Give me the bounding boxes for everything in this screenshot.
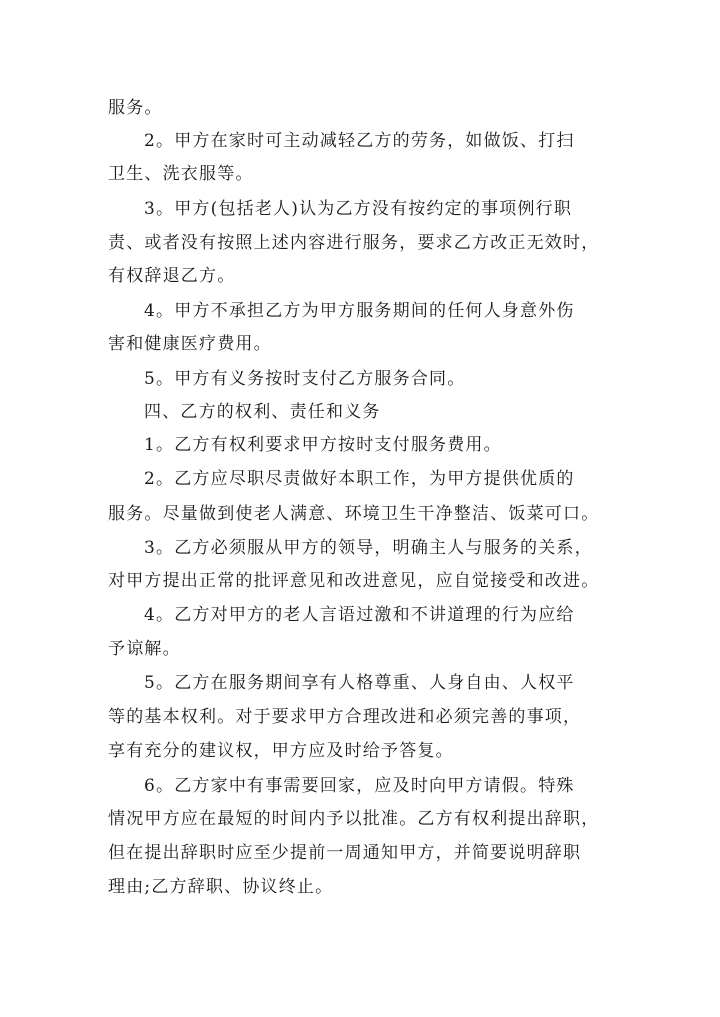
text-line: 等的基本权利。对于要求甲方合理改进和必须完善的事项， (108, 707, 582, 727)
text-line: 6。乙方家中有事需要回家，应及时向甲方请假。特殊 (144, 776, 575, 796)
text-line: 4。乙方对甲方的老人言语过激和不讲道理的行为应给 (144, 605, 575, 625)
text-line: 害和健康医疗费用。 (108, 334, 272, 354)
text-line: 有权辞退乙方。 (108, 266, 236, 286)
text-line: 情况甲方应在最短的时间内予以批准。乙方有权利提出辞职， (108, 809, 600, 829)
text-line: 3。乙方必须服从甲方的领导，明确主人与服务的关系， (144, 538, 593, 558)
text-line: 3。甲方(包括老人)认为乙方没有按约定的事项例行职 (144, 199, 573, 219)
text-line: 5。甲方有义务按时支付乙方服务合同。 (144, 369, 466, 389)
text-line: 2。甲方在家时可主动减轻乙方的劳务，如做饭、打扫 (144, 131, 575, 151)
text-line: 对甲方提出正常的批评意见和改进意见，应自觉接受和改进。 (108, 571, 600, 591)
text-line: 1。乙方有权利要求甲方按时支付服务费用。 (144, 435, 502, 455)
text-line: 理由;乙方辞职、协议终止。 (108, 877, 334, 897)
text-line: 服务。尽量做到使老人满意、环境卫生干净整洁、饭菜可口。 (108, 504, 600, 524)
text-line: 卫生、洗衣服等。 (108, 164, 254, 184)
text-line: 但在提出辞职时应至少提前一周通知甲方，并简要说明辞职 (108, 843, 582, 863)
text-line: 服务。 (108, 98, 163, 118)
text-line: 享有充分的建议权，甲方应及时给予答复。 (108, 741, 454, 761)
text-line: 责、或者没有按照上述内容进行服务，要求乙方改正无效时， (108, 233, 600, 253)
text-line: 4。甲方不承担乙方为甲方服务期间的任何人身意外伤 (144, 301, 575, 321)
text-line: 予谅解。 (108, 639, 181, 659)
text-line: 2。乙方应尽职尽责做好本职工作，为甲方提供优质的 (144, 469, 575, 489)
section-heading: 四、乙方的权利、责任和义务 (144, 402, 381, 422)
text-line: 5。乙方在服务期间享有人格尊重、人身自由、人权平 (144, 673, 575, 693)
